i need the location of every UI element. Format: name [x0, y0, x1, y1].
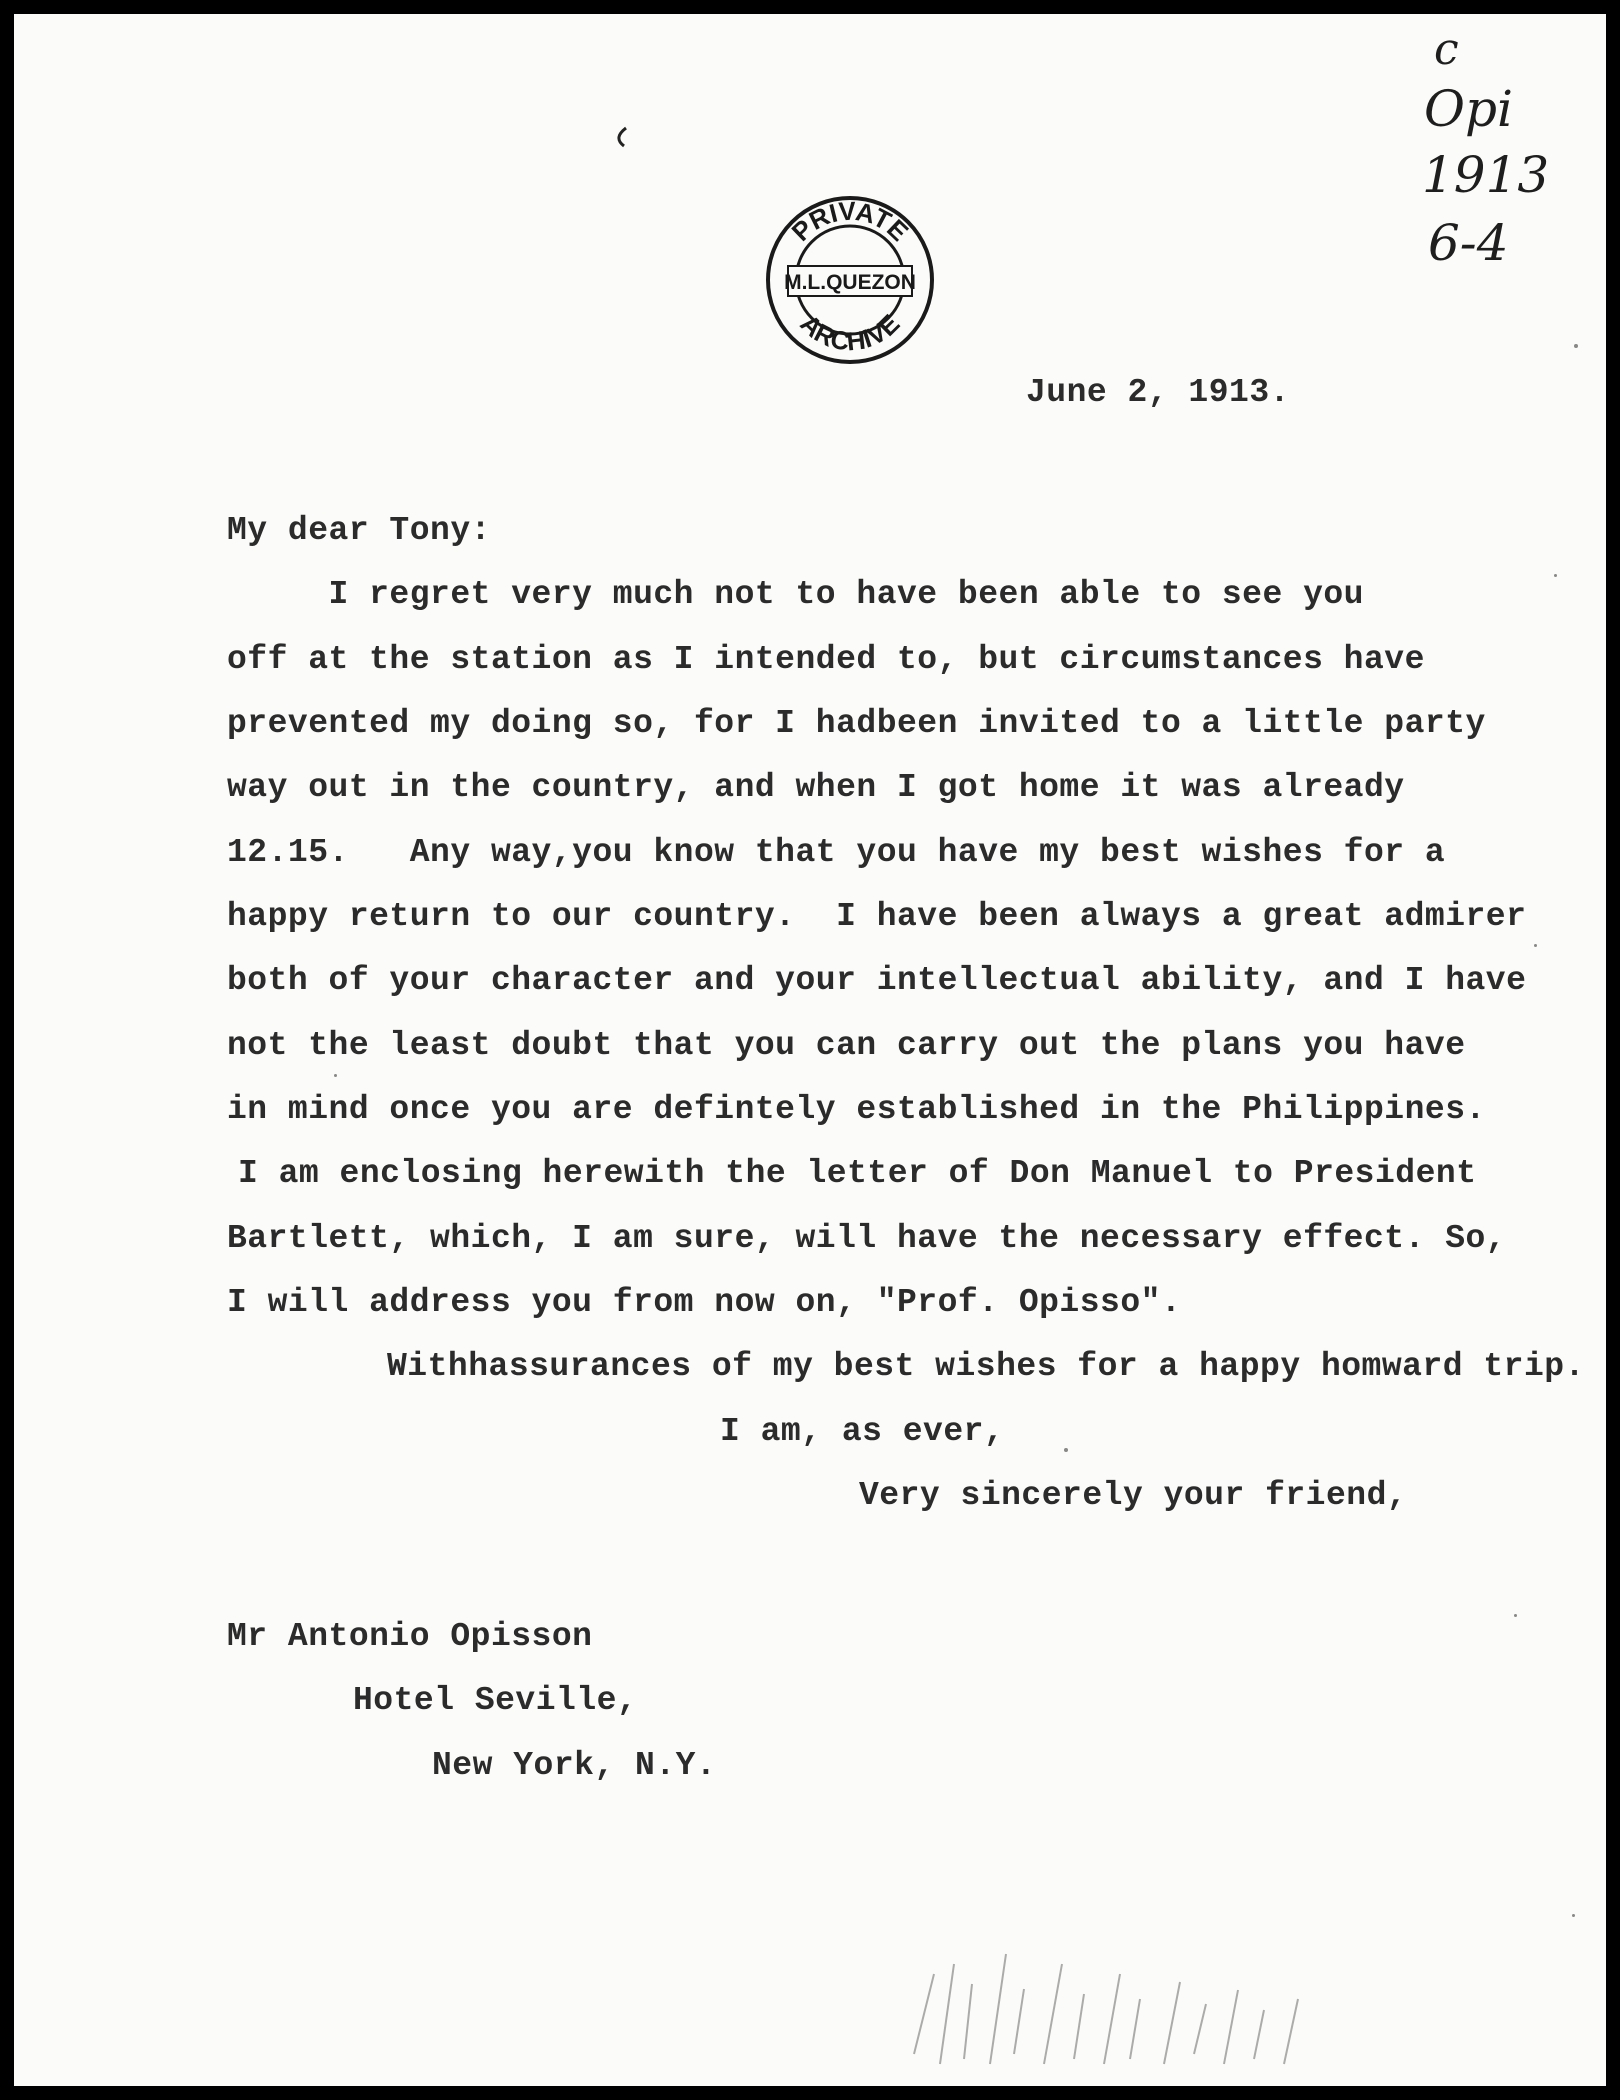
- handwritten-line: Opi: [1424, 80, 1513, 138]
- handwritten-line: c: [1434, 24, 1459, 75]
- body-line: I regret very much not to have been able to see you: [227, 576, 1364, 613]
- speck: [1514, 1614, 1517, 1617]
- salutation: My dear Tony:: [227, 512, 491, 549]
- body-line: in mind once you are defintely established in the Philippines.: [227, 1091, 1486, 1128]
- letter-page: [14, 14, 1606, 2086]
- address-hotel: Hotel Seville,: [353, 1682, 638, 1719]
- closing-phrase: I am, as ever,: [720, 1413, 1005, 1450]
- handwritten-line: 6-4: [1428, 214, 1509, 272]
- archive-stamp: [764, 194, 936, 366]
- body-line: 12.15. Any way,you know that you have my best wishes for a: [227, 834, 1446, 871]
- address-name: Mr Antonio Opisson: [227, 1618, 593, 1655]
- closing-line: Withhassurances of my best wishes for a happy homward trip.: [387, 1348, 1585, 1385]
- body-line: way out in the country, and when I got home it was already: [227, 769, 1405, 806]
- scratch-marks: [894, 1814, 1354, 2074]
- letter-date: June 2, 1913.: [1026, 374, 1290, 411]
- closing-signoff: Very sincerely your friend,: [859, 1477, 1408, 1514]
- ink-mark-top: [604, 122, 644, 162]
- speck: [1064, 1448, 1068, 1452]
- stamp-top-text: PRIVATE: [785, 195, 915, 248]
- speck: [1574, 344, 1578, 348]
- speck: [1572, 1914, 1575, 1917]
- speck: [1554, 574, 1557, 577]
- body-line: I am enclosing herewith the letter of Don Manuel to President: [238, 1155, 1477, 1192]
- handwritten-line: 1913: [1422, 146, 1550, 204]
- speck: [1534, 944, 1537, 947]
- body-line: I will address you from now on, "Prof. Opisso".: [227, 1284, 1182, 1321]
- body-line: happy return to our country. I have been always a great admirer: [227, 898, 1527, 935]
- body-line: Bartlett, which, I am sure, will have the necessary effect. So,: [227, 1220, 1507, 1257]
- stamp-center-text: M.L.QUEZON: [784, 271, 916, 294]
- body-line: not the least doubt that you can carry out the plans you have: [227, 1027, 1466, 1064]
- body-line: off at the station as I intended to, but circumstances have: [227, 641, 1425, 678]
- body-line: both of your character and your intellectual ability, and I have: [227, 962, 1527, 999]
- address-city: New York, N.Y.: [432, 1747, 717, 1784]
- stamp-bottom-text: ARCHIVE: [794, 308, 906, 357]
- speck: [334, 1074, 337, 1077]
- body-line: prevented my doing so, for I hadbeen invited to a little party: [227, 705, 1486, 742]
